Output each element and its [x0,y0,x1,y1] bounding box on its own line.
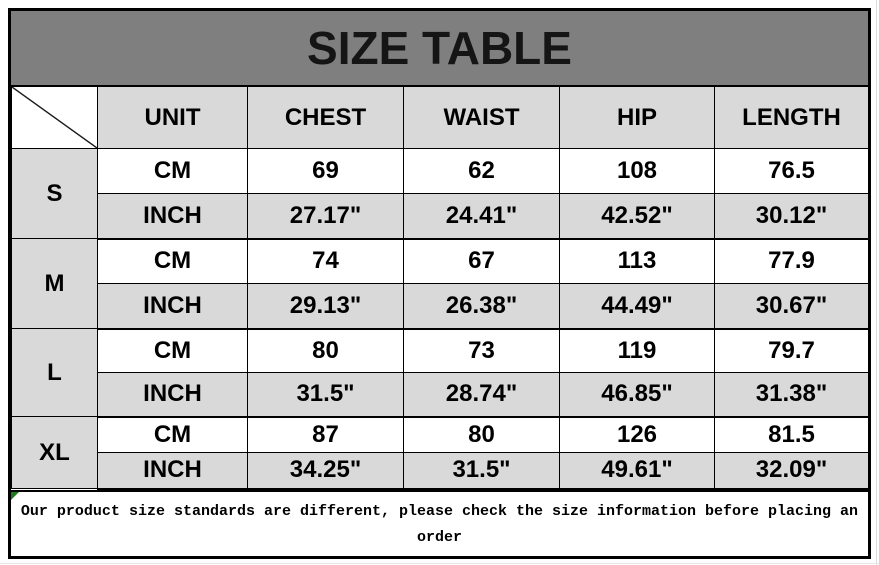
cell-l-cm-length: 79.7 [715,329,869,373]
cell-s-cm-unit: CM [98,149,248,194]
cell-xl-cm-waist: 80 [404,417,560,453]
cell-l-cm-hip: 119 [560,329,715,373]
cell-s-cm-waist: 62 [404,149,560,194]
cell-l-cm-waist: 73 [404,329,560,373]
cell-xl-inch-unit: INCH [98,453,248,489]
footer-note-box [11,490,868,556]
cell-m-inch-waist: 26.38" [404,284,560,329]
cell-l-inch-chest: 31.5" [248,373,404,417]
cell-xl-cm-hip: 126 [560,417,715,453]
spreadsheet-gridline [876,0,877,565]
cell-s-inch-chest: 27.17" [248,194,404,239]
table-row [12,453,869,489]
table-row [12,284,869,329]
header-row [12,87,869,149]
cell-m-cm-hip: 113 [560,239,715,284]
cell-m-inch-chest: 29.13" [248,284,404,329]
diagonal-line-icon [12,87,97,148]
table-row [12,329,869,373]
cell-xl-cm-length: 81.5 [715,417,869,453]
table-row [12,417,869,453]
column-header-waist: WAIST [404,87,560,149]
column-header-unit: UNIT [98,87,248,149]
footer-note: Our product size standards are different, please check the size information before placing an order [20,502,859,546]
column-header-chest: CHEST [248,87,404,149]
table-row [12,149,869,194]
table-row [12,239,869,284]
cell-s-inch-waist: 24.41" [404,194,560,239]
corner-diagonal-cell [12,87,98,149]
table-row [12,194,869,239]
table-row [12,373,869,417]
size-table-frame [8,8,871,559]
cell-m-inch-unit: INCH [98,284,248,329]
cell-m-cm-length: 77.9 [715,239,869,284]
excel-error-indicator-icon [11,492,19,500]
size-label-l: L [12,329,98,417]
column-header-length: LENGTH [715,87,869,149]
size-table [11,86,869,490]
table-title: SIZE TABLE [11,11,868,86]
cell-s-cm-chest: 69 [248,149,404,194]
cell-s-cm-hip: 108 [560,149,715,194]
size-label-xl: XL [12,417,98,489]
cell-xl-inch-chest: 34.25" [248,453,404,489]
cell-l-cm-chest: 80 [248,329,404,373]
cell-s-inch-unit: INCH [98,194,248,239]
cell-m-inch-hip: 44.49" [560,284,715,329]
cell-m-cm-chest: 74 [248,239,404,284]
cell-m-inch-length: 30.67" [715,284,869,329]
column-header-hip: HIP [560,87,715,149]
cell-xl-inch-hip: 49.61" [560,453,715,489]
cell-m-cm-waist: 67 [404,239,560,284]
cell-s-cm-length: 76.5 [715,149,869,194]
cell-l-inch-length: 31.38" [715,373,869,417]
cell-xl-inch-waist: 31.5" [404,453,560,489]
cell-xl-cm-chest: 87 [248,417,404,453]
cell-l-inch-waist: 28.74" [404,373,560,417]
cell-l-inch-hip: 46.85" [560,373,715,417]
cell-xl-inch-length: 32.09" [715,453,869,489]
cell-s-inch-hip: 42.52" [560,194,715,239]
cell-l-inch-unit: INCH [98,373,248,417]
spreadsheet-gridline [0,563,879,564]
size-label-m: M [12,239,98,329]
cell-s-inch-length: 30.12" [715,194,869,239]
cell-m-cm-unit: CM [98,239,248,284]
cell-l-cm-unit: CM [98,329,248,373]
size-label-s: S [12,149,98,239]
cell-xl-cm-unit: CM [98,417,248,453]
